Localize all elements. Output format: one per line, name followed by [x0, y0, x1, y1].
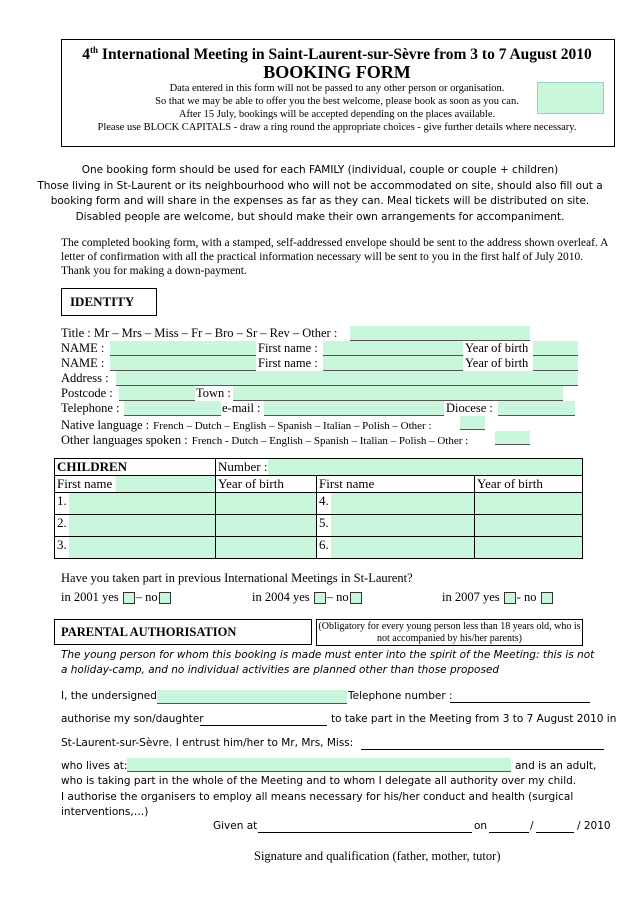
- parental-italic: The young person for whom this booking is made must enter into the spirit of the Meeting: this is not a holiday-camp, and no individual activities are planned other than those proposed: [61, 649, 595, 676]
- on-label: on: [474, 820, 488, 832]
- authorise-label: authorise my son/daughter: [61, 713, 204, 725]
- telephone-label: Telephone :: [61, 401, 120, 415]
- no-2004-checkbox[interactable]: [350, 592, 362, 604]
- previous-2004-label: in 2004 yes: [252, 590, 310, 604]
- telephone-number-label: Telephone number :: [348, 690, 453, 702]
- child-name-field[interactable]: [69, 515, 215, 536]
- entrust-label: St-Laurent-sur-Sèvre. I entrust him/her to Mr, Mrs, Miss:: [61, 737, 354, 749]
- diocese-field[interactable]: [498, 401, 575, 416]
- signature-label: Signature and qualification (father, mother, tutor): [254, 849, 501, 863]
- previous-question: Have you taken part in previous International Meetings in St-Laurent?: [61, 571, 413, 585]
- first-name-field-1[interactable]: [323, 341, 463, 356]
- town-field[interactable]: [233, 386, 563, 401]
- slash-label: /: [530, 820, 534, 832]
- native-other-field[interactable]: [460, 416, 485, 430]
- whole-meeting-text: who is taking part in the whole of the Meeting and to whom I delegate all authority over my child.: [61, 775, 577, 787]
- intro-line: Those living in St-Laurent or its neighbourhood who will not be accommodated on site, should also fill out a: [37, 179, 603, 192]
- col-first-name: First name: [317, 476, 475, 493]
- lives-at-label: who lives at:: [61, 760, 128, 772]
- parental-note: (Obligatory for every young person less than 18 years old, who is not accompanied by his/her parents): [316, 619, 583, 646]
- email-field[interactable]: [264, 401, 444, 416]
- child-year-field[interactable]: [216, 515, 317, 537]
- col-year-birth: Year of birth: [216, 476, 317, 493]
- entrust-line[interactable]: [361, 736, 604, 750]
- telephone-number-line[interactable]: [450, 689, 590, 703]
- table-row: [55, 459, 583, 476]
- child-row-number: 5.: [319, 515, 329, 530]
- identity-heading: IDENTITY: [61, 288, 157, 316]
- other-languages-label: Other languages spoken :: [61, 433, 188, 447]
- intro-line: One booking form should be used for each FAMILY (individual, couple or couple + children): [81, 164, 559, 176]
- intro-paragraph: The completed booking form, with a stamped, self-addressed envelope should be sent to the address shown overleaf. A letter of confirmation with all the practical information necessary will be sent to you in the first half of July 2010. Thank you for making a down-payment.: [61, 237, 608, 277]
- given-at-line[interactable]: [258, 819, 472, 833]
- child-row-number: 2.: [57, 515, 67, 530]
- header-notes: [61, 82, 613, 134]
- intro-block: [30, 163, 610, 225]
- no-label: - no: [516, 590, 537, 604]
- child-year-field[interactable]: [475, 515, 583, 537]
- children-number-label: Number :: [218, 459, 268, 474]
- parental-heading: PARENTAL AUTHORISATION: [54, 619, 312, 645]
- header-note: So that we may be able to offer you the best welcome, please book as soon as you can.: [155, 96, 519, 107]
- child-row-number: 3.: [57, 537, 67, 552]
- intro-line: booking form and will share in the expenses as far as they can. Meal tickets will be distributed on site.: [50, 195, 590, 207]
- children-number-field[interactable]: [268, 459, 582, 475]
- child-name-field[interactable]: [331, 493, 474, 514]
- previous-2001-label: in 2001 yes: [61, 590, 119, 604]
- child-name-field[interactable]: [331, 515, 474, 536]
- child-year-field[interactable]: [475, 493, 583, 515]
- undersigned-field[interactable]: [157, 690, 347, 704]
- children-heading: CHILDREN: [55, 459, 216, 476]
- child-year-field[interactable]: [475, 537, 583, 559]
- yes-2001-checkbox[interactable]: [123, 592, 135, 604]
- no-label: – no: [326, 590, 349, 604]
- table-row: [55, 493, 583, 515]
- native-language-label: Native language :: [61, 418, 150, 432]
- postcode-field[interactable]: [119, 386, 195, 401]
- table-row: [55, 515, 583, 537]
- header-note: After 15 July, bookings will be accepted depending on the places available.: [178, 109, 496, 120]
- son-daughter-line[interactable]: [200, 712, 327, 726]
- child-row-number: 1.: [57, 493, 67, 508]
- previous-2007-label: in 2007 yes: [442, 590, 500, 604]
- table-row: [55, 476, 583, 493]
- header-note: Please use BLOCK CAPITALS - draw a ring round the appropriate choices - give further details where necessary.: [97, 122, 577, 133]
- office-use-box[interactable]: [537, 82, 604, 114]
- first-name-field-2[interactable]: [323, 356, 463, 371]
- title-label: Title :: [61, 326, 91, 340]
- children-number-cell[interactable]: [216, 459, 583, 476]
- previous-2001: [61, 590, 172, 605]
- other-languages-row: [61, 431, 468, 449]
- diocese-label: Diocese :: [446, 401, 493, 415]
- first-name-label: First name :: [258, 341, 318, 355]
- organisers-text: I authorise the organisers to employ all means necessary for his/her conduct and health (surgical interventions,…): [61, 791, 574, 818]
- intro-line: Disabled people are welcome, but should make their own arrangements for accompaniment.: [75, 210, 565, 223]
- child-name-field[interactable]: [331, 537, 474, 558]
- town-label: Town :: [196, 386, 231, 400]
- other-languages-options[interactable]: French - Dutch – English – Spanish – Italian – Polish – Other :: [191, 435, 469, 447]
- year-label: / 2010: [577, 820, 611, 832]
- native-language-options[interactable]: French – Dutch – English – Spanish – Italian – Polish – Other :: [153, 420, 432, 432]
- take-part-label: to take part in the Meeting from 3 to 7 August 2010 in: [331, 713, 617, 725]
- yes-2004-checkbox[interactable]: [314, 592, 326, 604]
- title-other-field[interactable]: [350, 326, 530, 341]
- page-title: 4th International Meeting in Saint-Laurent-sur-Sèvre from 3 to 7 August 2010: [82, 45, 592, 64]
- children-table: [54, 458, 583, 559]
- col-year-birth: Year of birth: [475, 476, 583, 493]
- year-birth-field-2[interactable]: [533, 356, 578, 371]
- telephone-field[interactable]: [124, 401, 221, 416]
- first-name-label: First name :: [258, 356, 318, 370]
- title-options[interactable]: Mr – Mrs – Miss – Fr – Bro – Sr – Rev – Other :: [93, 326, 338, 340]
- form-subtitle: BOOKING FORM: [263, 62, 411, 82]
- no-label: – no: [135, 590, 158, 604]
- name-field-1[interactable]: [110, 341, 256, 356]
- adult-label: and is an adult,: [515, 760, 597, 772]
- name-field-2[interactable]: [110, 356, 256, 371]
- name-label: NAME :: [61, 356, 105, 370]
- header-note: Data entered in this form will not be passed to any other person or organisation.: [169, 83, 505, 94]
- previous-2004: [252, 590, 363, 605]
- year-birth-label: Year of birth: [465, 356, 529, 370]
- title-row: [61, 326, 337, 341]
- yes-2007-checkbox[interactable]: [504, 592, 516, 604]
- child-year-field[interactable]: [216, 493, 317, 515]
- day-line[interactable]: [489, 819, 529, 833]
- no-2001-checkbox[interactable]: [159, 592, 171, 604]
- year-birth-label: Year of birth: [465, 341, 529, 355]
- table-row: [55, 537, 583, 559]
- child-name-field[interactable]: [69, 537, 215, 558]
- no-2007-checkbox[interactable]: [541, 592, 553, 604]
- address-field[interactable]: [116, 371, 578, 386]
- child-row-number: 6.: [319, 537, 329, 552]
- child-name-field[interactable]: [69, 493, 215, 514]
- address-label: Address :: [61, 371, 109, 385]
- year-birth-field-1[interactable]: [533, 341, 578, 356]
- previous-2007: [442, 590, 554, 605]
- undersigned-label: I, the undersigned: [61, 690, 157, 702]
- col-first-name: First name: [55, 476, 216, 493]
- lives-at-field[interactable]: [127, 758, 511, 772]
- postcode-label: Postcode :: [61, 386, 113, 400]
- child-row-number: 4.: [319, 493, 329, 508]
- other-languages-other-field[interactable]: [495, 431, 530, 445]
- child-year-field[interactable]: [216, 537, 317, 559]
- month-line[interactable]: [536, 819, 574, 833]
- given-at-label: Given at: [213, 820, 258, 832]
- email-label: e-mail :: [222, 401, 261, 415]
- name-label: NAME :: [61, 341, 105, 355]
- undersigned-row: [61, 690, 157, 702]
